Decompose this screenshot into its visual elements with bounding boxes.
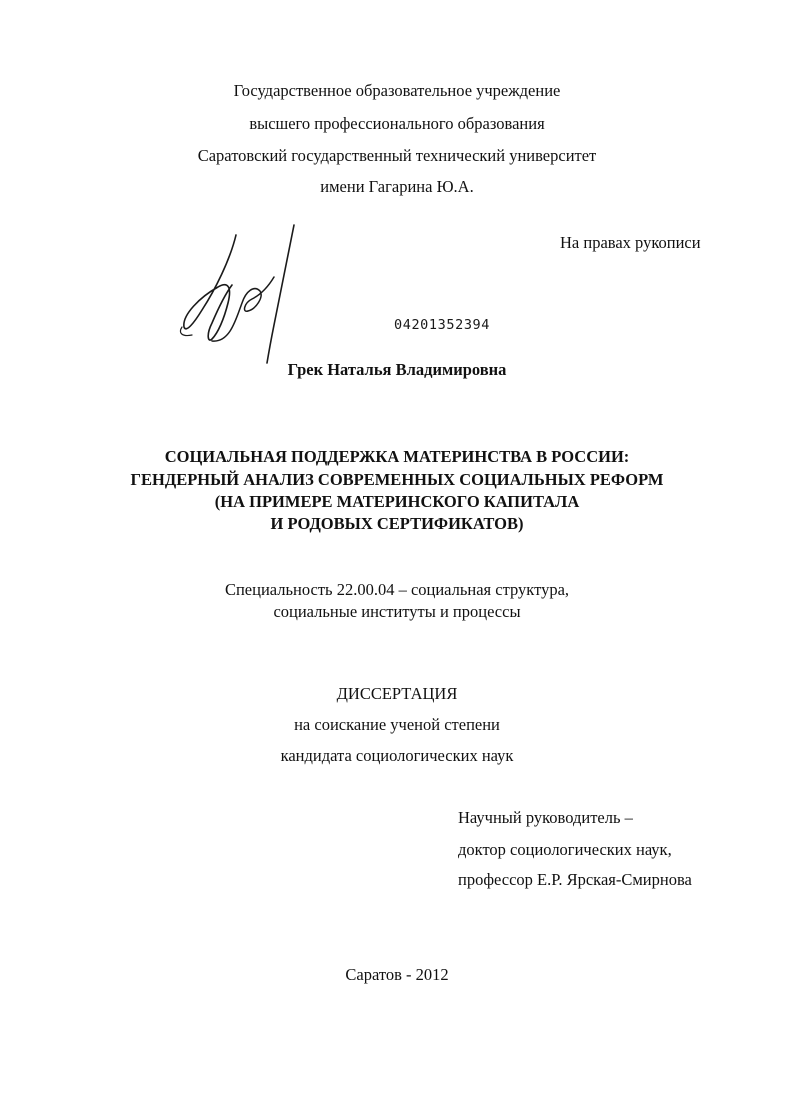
title-line-1: СОЦИАЛЬНАЯ ПОДДЕРЖКА МАТЕРИНСТВА В РОССИИ: [164,447,630,466]
institution-line-1: Государственное образовательное учреждение [233,81,561,100]
degree-line-1: на соискание ученой степени [294,715,500,734]
institution-line-4: имени Гагарина Ю.А. [320,177,474,196]
advisor-line-1: Научный руководитель – [458,808,633,827]
degree-line-2: кандидата социологических наук [280,746,514,765]
advisor-line-3: профессор Е.Р. Ярская-Смирнова [458,870,692,889]
city-year: Саратов - 2012 [345,965,449,984]
handwritten-signature [170,215,310,365]
document-code: 04201352394 [394,317,491,333]
advisor-line-2: доктор социологических наук, [458,840,672,859]
specialty-line-1: Специальность 22.00.04 – социальная структура, [224,580,570,599]
rights-note: На правах рукописи [560,233,701,252]
specialty-line-2: социальные институты и процессы [273,602,521,621]
title-line-2: ГЕНДЕРНЫЙ АНАЛИЗ СОВРЕМЕННЫХ СОЦИАЛЬНЫХ РЕФОРМ [130,470,664,489]
title-line-3: (НА ПРИМЕРЕ МАТЕРИНСКОГО КАПИТАЛА [214,492,580,511]
institution-line-2: высшего профессионального образования [249,114,545,133]
institution-line-3: Саратовский государственный технический университет [197,146,597,165]
author-name: Грек Наталья Владимировна [287,360,507,379]
dissertation-label: ДИССЕРТАЦИЯ [336,684,458,703]
title-line-4: И РОДОВЫХ СЕРТИФИКАТОВ) [270,514,524,533]
